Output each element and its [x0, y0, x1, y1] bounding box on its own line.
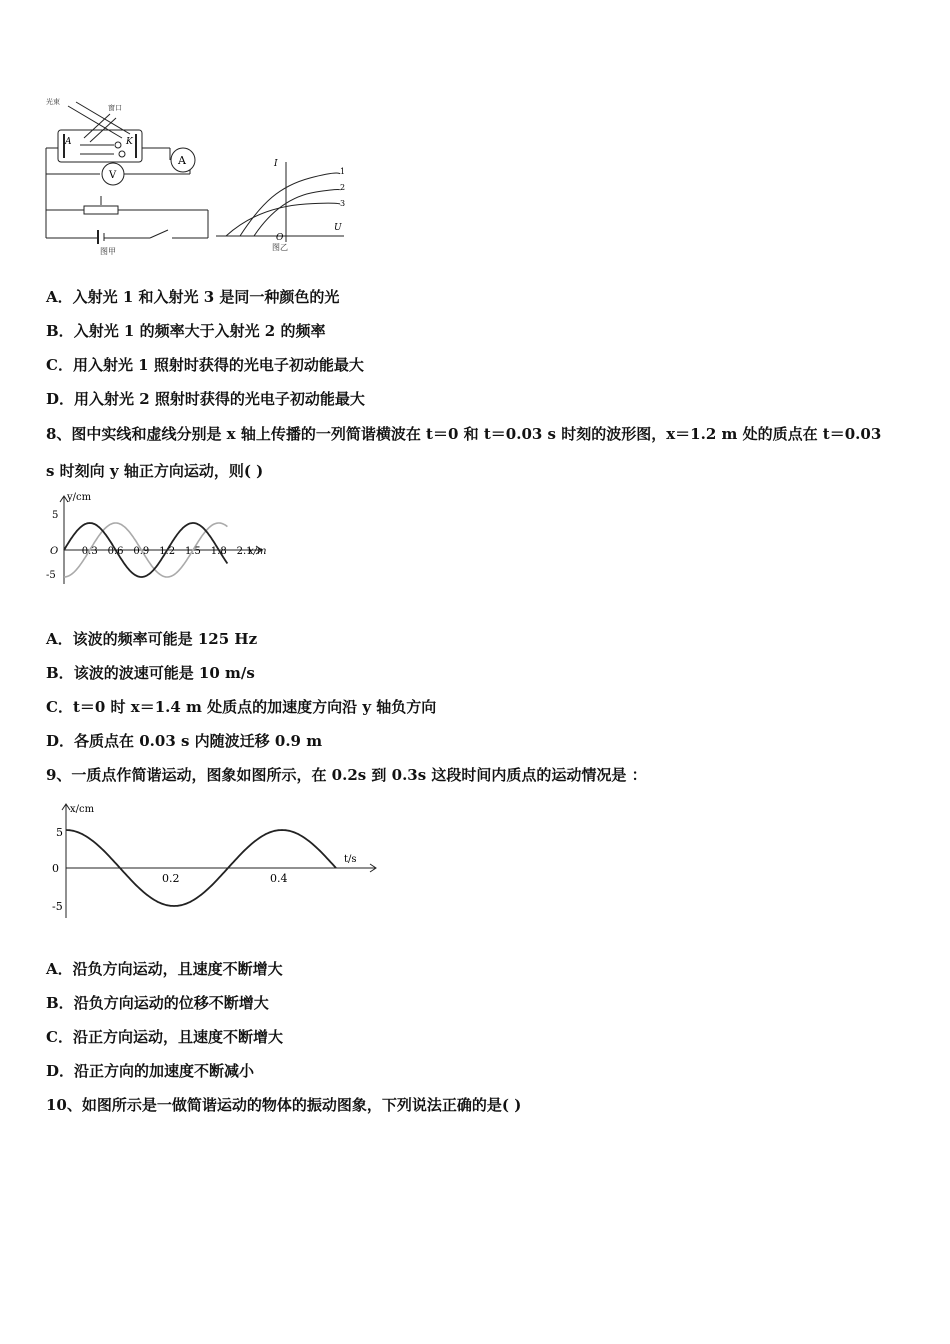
q9-option-a[interactable]	[46, 958, 283, 979]
curve-label-1: 1	[340, 167, 346, 176]
option-text: 入射光 1 和入射光 3 是同一种颜色的光	[72, 288, 340, 306]
option-text: 各质点在 0.03 s 内随波迁移 0.9 m	[74, 732, 323, 750]
q8-option-b[interactable]	[46, 662, 255, 683]
wave-ylabel: y/cm	[67, 492, 92, 503]
option-text: 用入射光 2 照射时获得的光电子初动能最大	[74, 390, 365, 408]
option-text: 该波的频率可能是 125 Hz	[72, 630, 258, 648]
option-text: 该波的波速可能是 10 m/s	[73, 664, 255, 682]
option-text: 沿正方向的加速度不断减小	[74, 1062, 255, 1080]
origin-label: O	[276, 233, 284, 243]
option-text: 用入射光 1 照射时获得的光电子初动能最大	[72, 356, 364, 374]
caption-jia: 图甲	[100, 247, 116, 256]
q8-option-d[interactable]	[46, 730, 322, 751]
option-text: 沿负方向运动，且速度不断增大	[72, 960, 283, 978]
q7-option-d[interactable]	[46, 388, 365, 409]
q8-option-a[interactable]	[46, 628, 257, 649]
q8-stem-line1: 8、图中实线和虚线分别是 x 轴上传播的一列简谐横波在 t＝0 和 t＝0.03 s 时刻的波形图，x＝1.2 m 处的质点在 t＝0.03	[46, 425, 882, 443]
wave-xtick-2.1: 2.1	[236, 546, 253, 557]
wave-ytick-5: 5	[52, 510, 59, 521]
option-letter: C．	[46, 698, 73, 716]
q9-option-d[interactable]	[46, 1060, 254, 1081]
voltmeter-label: V	[109, 170, 117, 181]
option-letter: A．	[46, 630, 73, 648]
label-window: 窗口	[108, 104, 122, 112]
option-letter: D．	[46, 390, 75, 408]
option-letter: B．	[46, 322, 74, 340]
q8-option-c[interactable]	[46, 696, 436, 717]
axis-U: U	[334, 223, 342, 233]
option-letter: D．	[46, 732, 75, 750]
q7-option-a[interactable]	[46, 286, 339, 307]
q9-stem: 9、一质点作简谐运动，图象如图所示，在 0.2s 到 0.3s 这段时间内质点的运动情况是 ：	[46, 766, 647, 784]
wave-ytick-neg5: -5	[46, 570, 56, 581]
caption-yi: 图乙	[272, 243, 288, 252]
shm-ytick-neg5: -5	[52, 900, 63, 913]
option-text: 沿负方向运动的位移不断增大	[73, 994, 269, 1012]
label-lightbeam: 光束	[46, 98, 60, 106]
option-letter: C．	[46, 356, 73, 374]
option-letter: D．	[46, 1062, 75, 1080]
q7-option-b[interactable]	[46, 320, 325, 341]
label-anode: A	[65, 137, 72, 147]
curve-label-3: 3	[340, 199, 346, 208]
wave-xtick-0.3: 0.3	[81, 546, 98, 557]
q8-stem-line2: s 时刻向 y 轴正方向运动，则( )	[46, 462, 264, 480]
wave-xlabel: x/m	[248, 546, 267, 557]
label-cathode: K	[126, 137, 133, 147]
option-text: 沿正方向运动，且速度不断增大	[72, 1028, 283, 1046]
q9-option-c[interactable]	[46, 1026, 283, 1047]
q7-option-c[interactable]	[46, 354, 364, 375]
q9-option-b[interactable]	[46, 992, 269, 1013]
wave-xtick-1.5: 1.5	[185, 546, 201, 557]
shm-ytick-5: 5	[56, 826, 63, 839]
option-text: 入射光 1 的频率大于入射光 2 的频率	[73, 322, 326, 340]
photoelectric-figure	[40, 92, 360, 262]
ammeter-label: A	[178, 154, 186, 167]
axis-I: I	[274, 159, 278, 169]
shm-ylabel: x/cm	[70, 804, 95, 815]
option-letter: B．	[46, 994, 74, 1012]
curve-label-2: 2	[340, 183, 346, 192]
wave-xtick-1.8: 1.8	[210, 546, 227, 557]
shm-xlabel: t/s	[344, 854, 357, 865]
shm-chart	[40, 798, 390, 922]
q10-stem: 10、如图所示是一做简谐运动的物体的振动图象，下列说法正确的是( )	[46, 1096, 522, 1114]
option-letter: A．	[46, 288, 73, 306]
shm-xtick-0.4: 0.4	[270, 872, 288, 885]
option-letter: B．	[46, 664, 74, 682]
shm-xtick-0.2: 0.2	[162, 872, 180, 885]
wave-xtick-1.2: 1.2	[159, 546, 176, 557]
wave-chart	[40, 488, 280, 588]
option-letter: C．	[46, 1028, 73, 1046]
wave-xtick-0.9: 0.9	[133, 546, 150, 557]
option-text: t＝0 时 x＝1.4 m 处质点的加速度方向沿 y 轴负方向	[72, 698, 437, 716]
shm-ytick-0: 0	[52, 862, 59, 875]
wave-xtick-0.6: 0.6	[107, 546, 124, 557]
wave-origin: O	[50, 546, 59, 557]
option-letter: A．	[46, 960, 73, 978]
